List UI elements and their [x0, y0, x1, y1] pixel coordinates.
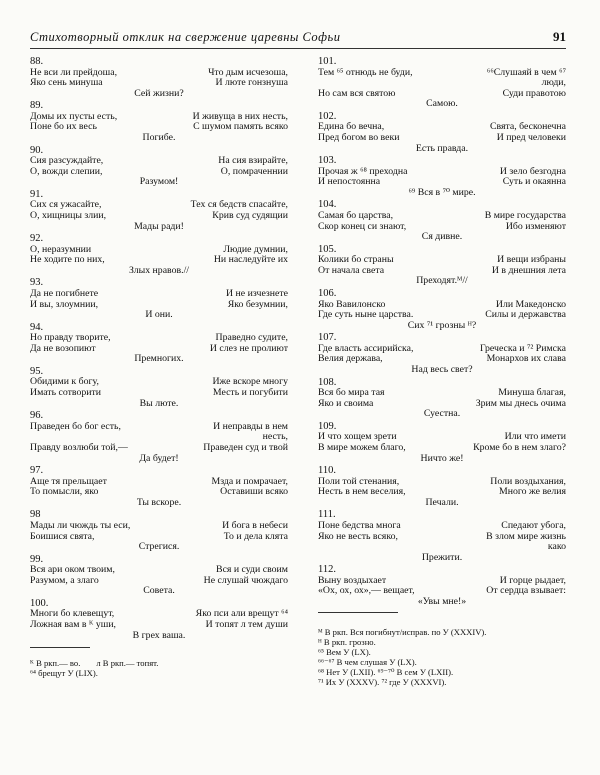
stanza [318, 510, 566, 563]
verse-segment: Оставиши всяко [220, 486, 288, 498]
verse-segment: Тех ся бедств спасайте, [190, 199, 288, 211]
verse-segment: Минуша благая, [498, 387, 566, 399]
verse-segment: Не слушай чюждаго [203, 574, 288, 586]
verse-segment: И зело безгодна [499, 165, 566, 177]
verse-segment: Самою. [426, 98, 458, 110]
verse-segment: О, хищницы злии, [30, 209, 107, 221]
stanza-number: 95. [30, 365, 44, 377]
verse-segment: «Ох, ох, ох»,— вещает, [318, 585, 415, 597]
verse-segment: Яко Вавилонско [318, 298, 386, 310]
verse-segment: Да не погибнете [30, 287, 99, 299]
verse-segment: Праведно судите, [215, 332, 288, 344]
verse-segment: Поли той стенания, [318, 475, 400, 487]
verse-line [30, 443, 288, 454]
verse-segment: Силы и державства [485, 309, 566, 321]
footnote: ⁶⁶⁻⁶⁷ В чем слушая У (LX). [318, 656, 417, 667]
verse-line [30, 222, 288, 233]
verse-segment: ⁶⁹ Вся в ⁷⁰ мире. [408, 186, 476, 198]
footnote: ᴹ В ркп. Вся погибнут/исправ. по У (XXXIV). [318, 626, 487, 637]
verse-segment: И непостоянна [318, 176, 381, 188]
verse-segment: Монархов их слава [486, 353, 566, 365]
stanza-number: 89. [30, 100, 44, 112]
left-column [30, 57, 288, 678]
verse-segment: Ибо изменяют [505, 220, 566, 232]
verse-segment: Тем ⁶⁵ отнюдь не буди, [318, 66, 413, 78]
stanza-number: 110. [318, 465, 336, 477]
verse-line [318, 454, 566, 465]
verse-segment: То и дела клята [223, 530, 288, 542]
stanza [318, 112, 566, 154]
verse-segment: Ничто же! [420, 452, 464, 464]
verse-segment: То помысли, яко [30, 486, 99, 498]
stanza [318, 289, 566, 331]
stanza [318, 378, 566, 420]
verse-line [318, 597, 566, 608]
verse-segment: Скор конец си знают, [318, 220, 407, 232]
verse-segment: Над весь свет? [411, 363, 473, 375]
running-title: Стихотворный отклик на свержение царевны Софьи [30, 30, 341, 44]
verse-segment: И горце рыдает, [499, 574, 566, 586]
stanza [30, 466, 288, 508]
verse-line [30, 542, 288, 553]
verse-line [318, 144, 566, 155]
verse-segment: Греческа и ⁷² Римска [479, 342, 566, 354]
verse-line [318, 443, 566, 454]
stanza [30, 57, 288, 99]
verse-segment: Прочая ж ⁶⁸ преходна [318, 165, 408, 177]
verse-segment: Праведен бо бог есть, [30, 420, 121, 432]
stanza [318, 57, 566, 110]
verse-segment: люди, [541, 77, 566, 89]
stanza [30, 101, 288, 143]
verse-segment: Да будет! [139, 452, 179, 464]
verse-segment: Пред богом во веки [318, 131, 400, 143]
stanza [30, 146, 288, 188]
page-header [30, 30, 566, 49]
stanza-number: 101. [318, 56, 337, 67]
verse-segment: Праведен суд и твой [203, 441, 288, 453]
stanza-number: 112. [318, 564, 336, 576]
stanza-number: 90. [30, 144, 44, 156]
verse-segment: В мире государства [484, 209, 566, 221]
verse-line [30, 211, 288, 222]
stanza [30, 510, 288, 552]
verse-segment: Поне бедства многа [318, 519, 401, 531]
verse-segment: Спедают убога, [501, 519, 566, 531]
verse-segment: В злом мире жизнь [486, 530, 566, 542]
verse-segment: Сих ⁷¹ грозны ᴴ? [407, 319, 477, 331]
verse-segment: В грех ваша. [132, 629, 186, 641]
verse-line [318, 321, 566, 332]
verse-segment: Обидими к богу, [30, 376, 99, 388]
verse-segment: Злых нравов.// [128, 264, 190, 276]
verse-segment: Или Македонско [495, 298, 566, 310]
footnote-rule [30, 647, 90, 648]
stanza-number: 93. [30, 277, 44, 289]
verse-segment: О, неразумнии [30, 243, 92, 255]
verse-segment: Не вси ли прейдоша, [30, 66, 118, 78]
verse-segment: С шумом память всяко [193, 121, 288, 133]
verse-segment: Где власть ассирийска, [318, 342, 414, 354]
verse-segment: Аще тя прельщает [30, 475, 107, 487]
verse-segment: Иже вскоре многу [212, 376, 288, 388]
footnote: ⁷¹ Их У (XXXV). ⁷² где У (XXXVI). [318, 676, 447, 687]
verse-segment: Погибе. [142, 131, 176, 143]
verse-segment: Домы их пусты есть, [30, 110, 118, 122]
verse-segment: И бога в небеси [222, 519, 288, 531]
verse-segment: Да не возопиют [30, 342, 96, 354]
verse-segment: Имать сотворити [30, 387, 102, 399]
verse-segment: Мады ради! [134, 220, 184, 232]
verse-line [30, 354, 288, 365]
verse-segment: И неправды в нем [213, 420, 288, 432]
verse-segment: Колики бо страны [318, 254, 394, 266]
verse-segment: Вы люте. [139, 397, 179, 409]
footnote-rule [318, 612, 398, 613]
verse-segment: В мире можем благо, [318, 441, 406, 453]
footnotes-left [30, 658, 288, 678]
right-column [318, 57, 566, 687]
right-stanzas [318, 57, 566, 608]
verse-segment: Едина бо вечна, [318, 121, 385, 133]
verse-line [318, 133, 566, 144]
footnote-row [30, 668, 288, 678]
footnote: ᴫ В ркп.— топят. [96, 658, 159, 669]
stanza [30, 278, 288, 320]
verse-line [30, 133, 288, 144]
stanza-number: 105. [318, 243, 337, 255]
verse-segment: Яко пси али врещут ⁶⁴ [195, 608, 288, 620]
verse-segment: Преходят.ᴹ// [416, 275, 468, 287]
stanza-number: 103. [318, 155, 337, 167]
verse-line [318, 553, 566, 564]
verse-segment: Есть правда. [415, 142, 469, 154]
verse-line [30, 498, 288, 509]
verse-segment: Сия разсуждайте, [30, 155, 104, 167]
verse-segment: Вся и суди своим [216, 564, 288, 576]
verse-line [318, 188, 566, 199]
stanza [30, 367, 288, 409]
verse-line [318, 521, 566, 532]
verse-segment: От начала света [318, 264, 385, 276]
stanza-number: 106. [318, 288, 337, 299]
footnote: ᴷ В ркп.— во. [30, 658, 81, 669]
verse-segment: Что дым исчезоша, [208, 66, 288, 78]
verse-line [318, 409, 566, 420]
stanza [318, 565, 566, 607]
stanza [318, 245, 566, 287]
verse-segment: Боишися свята, [30, 530, 95, 542]
verse-line [30, 631, 288, 642]
verse-segment: Ложная вам в ᴷ уши, [30, 619, 117, 631]
footnote: ᴴ В ркп. грозно. [318, 636, 376, 647]
verse-line [30, 586, 288, 597]
verse-segment: Вся бо мира тая [318, 387, 385, 399]
stanza [30, 599, 288, 641]
page-number: 91 [553, 29, 566, 44]
verse-line [318, 365, 566, 376]
verse-line [30, 399, 288, 410]
verse-segment: Свята, бесконечна [489, 121, 566, 133]
stanza [318, 333, 566, 375]
verse-segment: Прежити. [421, 551, 463, 563]
verse-segment: Кроме бо в нем злаго? [473, 441, 566, 453]
verse-segment: Поне бо их весь [30, 121, 97, 133]
footnotes-right [318, 627, 566, 687]
verse-segment: Ся дивне. [421, 231, 463, 243]
verse-line [30, 289, 288, 300]
verse-segment: Вся ари оком твоим, [30, 564, 115, 576]
stanza [318, 422, 566, 464]
verse-segment: «Увы мне!» [417, 595, 467, 607]
stanza-number: 111. [318, 509, 336, 521]
verse-segment: О, помраченнии [220, 165, 288, 177]
verse-segment: Яко сень минуша [30, 77, 103, 89]
verse-segment: Суестна. [423, 408, 461, 420]
verse-segment: Но правду творите, [30, 332, 111, 344]
footnote: ⁶⁴ брещут У (LIX). [30, 668, 98, 679]
verse-segment: Где суть ныне царства. [318, 309, 414, 321]
verse-segment: О, вожди слепии, [30, 165, 103, 177]
stanza-number: 99. [30, 553, 44, 565]
verse-segment: И люте гонзнуша [215, 77, 288, 89]
verse-line [30, 422, 288, 433]
verse-segment: Мады ли чюждь ты еси, [30, 519, 131, 531]
verse-segment: Поли воздыхания, [490, 475, 566, 487]
stanza-number: 102. [318, 110, 337, 122]
stanza [30, 411, 288, 464]
verse-segment: И в днешния лета [491, 264, 566, 276]
verse-segment: Сих ся ужасайте, [30, 199, 102, 211]
verse-segment: Не ходите по них, [30, 254, 105, 266]
verse-line [318, 498, 566, 509]
verse-segment: Но сам вся святою [318, 87, 396, 99]
verse-segment: Правду возлюби той,— [30, 441, 128, 453]
stanza-number: 104. [318, 199, 337, 211]
verse-segment: како [547, 541, 566, 553]
stanza [30, 234, 288, 276]
verse-segment: Яко не весть всяко, [318, 530, 398, 542]
verse-segment: Стрегися. [138, 541, 180, 553]
verse-segment: Сей жизни? [134, 87, 184, 99]
stanza-number: 98 [30, 509, 41, 521]
verse-line [30, 89, 288, 100]
verse-segment: Совета. [143, 585, 175, 597]
verse-segment: Много же велия [499, 486, 566, 498]
verse-segment: И что хощем зрети [318, 431, 397, 443]
stanza [30, 323, 288, 365]
verse-segment: Суть и окаянна [502, 176, 566, 188]
stanza-number: 108. [318, 376, 337, 388]
verse-segment: Мзда и помрачает, [211, 475, 288, 487]
verse-segment: Несть в нем веселия, [318, 486, 406, 498]
verse-segment: ⁶⁶Слушаяй в чем ⁶⁷ [486, 66, 566, 78]
stanza-number: 88. [30, 56, 44, 67]
verse-segment: несть, [262, 431, 288, 443]
verse-segment: Яко безумнии, [227, 298, 288, 310]
stanza [30, 190, 288, 232]
footnote: ⁶⁵ Вем У (LX). [318, 646, 371, 657]
verse-segment: Зрим мы днесь очима [475, 397, 566, 409]
verse-line [30, 521, 288, 532]
stanza-number: 92. [30, 233, 44, 245]
verse-segment: И они. [145, 309, 173, 321]
verse-segment: Или что имети [504, 431, 566, 443]
stanza [318, 200, 566, 242]
verse-segment: Самая бо царства, [318, 209, 394, 221]
stanza [318, 156, 566, 198]
verse-segment: Месть и погубити [212, 387, 288, 399]
stanza-number: 91. [30, 188, 44, 200]
stanza-number: 109. [318, 420, 337, 432]
verse-segment: И вы, злоумнии, [30, 298, 99, 310]
verse-line [30, 454, 288, 465]
verse-line [318, 232, 566, 243]
verse-segment: И топят ᴫ тем души [205, 619, 288, 631]
verse-segment: И вещи избраны [497, 254, 566, 266]
left-stanzas [30, 57, 288, 641]
verse-segment: Премногих. [134, 353, 184, 365]
verse-segment: Разумом! [139, 176, 179, 188]
verse-line [318, 276, 566, 287]
stanza-number: 100. [30, 597, 49, 609]
verse-segment: Разумом, а злаго [30, 574, 99, 586]
verse-segment: И пред человеки [496, 131, 566, 143]
verse-line [318, 532, 566, 543]
verse-segment: Суди правотою [502, 87, 566, 99]
footnote: ⁶⁸ Нет У (LXII). ⁶⁹⁻⁷⁰ В сем У (LXII). [318, 666, 454, 677]
verse-segment: Яко и своима [318, 397, 374, 409]
verse-segment: Людие думнии, [223, 243, 288, 255]
stanza-number: 97. [30, 465, 44, 477]
verse-segment: Крив суд судящии [212, 209, 288, 221]
verse-line [30, 266, 288, 277]
stanza [318, 466, 566, 508]
verse-line [30, 310, 288, 321]
stanza-number: 96. [30, 410, 44, 422]
verse-segment: И слез не пролиют [209, 342, 288, 354]
verse-segment: Ни наследуйте их [213, 254, 288, 266]
verse-segment: Ты вскоре. [136, 496, 182, 508]
verse-segment: И не изчезнете [226, 287, 288, 299]
verse-line [318, 99, 566, 110]
verse-segment: От сердца взывает: [486, 585, 566, 597]
verse-segment: Многи бо клевещут, [30, 608, 115, 620]
stanza-number: 94. [30, 321, 44, 333]
stanza [30, 555, 288, 597]
verse-line [318, 211, 566, 222]
footnote-row [30, 658, 288, 668]
verse-line [30, 177, 288, 188]
verse-segment: На сия взирайте, [218, 155, 288, 167]
verse-line [318, 68, 566, 79]
verse-segment: Выну воздыхает [318, 574, 387, 586]
verse-segment: И живуща в них несть, [192, 110, 288, 122]
stanza-number: 107. [318, 332, 337, 344]
verse-segment: Велия держава, [318, 353, 383, 365]
verse-segment: Печали. [425, 496, 459, 508]
